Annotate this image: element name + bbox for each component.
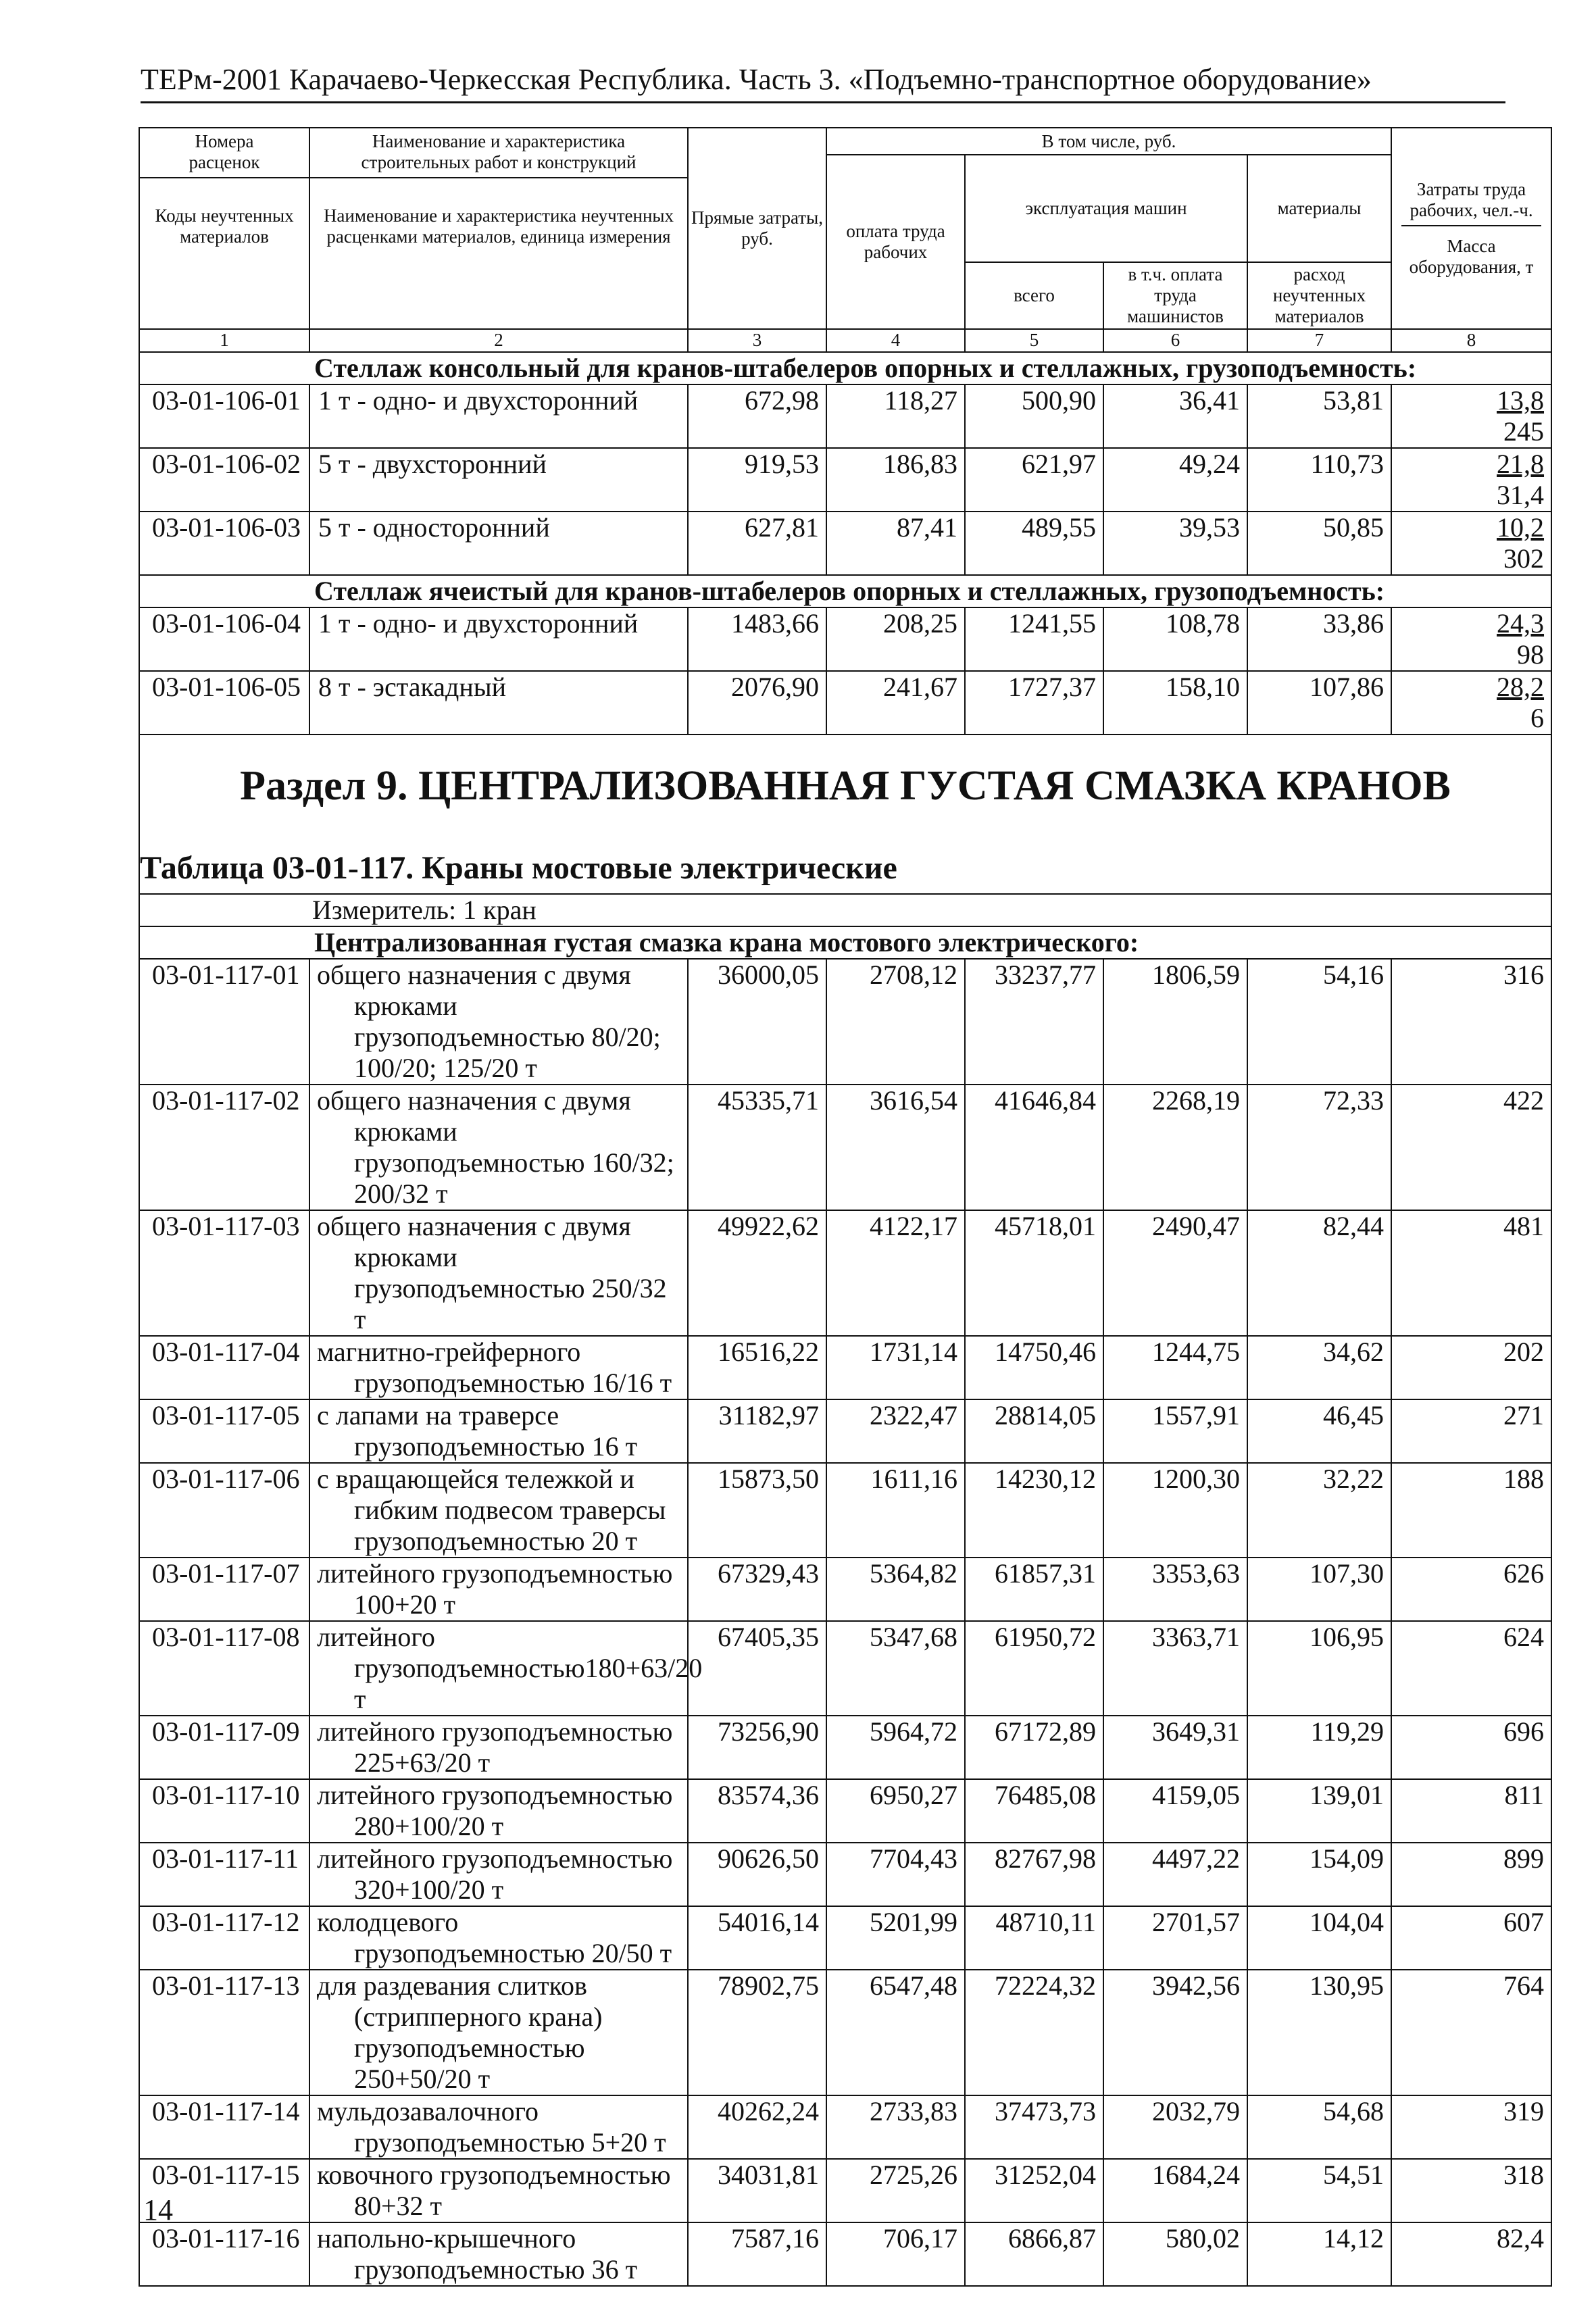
labor-costs: 10,2 bbox=[1497, 512, 1545, 543]
table-row bbox=[139, 1843, 1551, 1906]
machinists-wage: 49,24 bbox=[1103, 448, 1247, 512]
table-row bbox=[139, 1399, 1551, 1463]
equipment-mass: 98 bbox=[1517, 639, 1545, 670]
machines-total: 72224,32 bbox=[965, 1970, 1103, 2095]
equipment-mass: 31,4 bbox=[1497, 480, 1545, 510]
machines-total: 1727,37 bbox=[965, 671, 1103, 735]
wage: 1731,14 bbox=[826, 1336, 965, 1399]
table-row bbox=[139, 1970, 1551, 2095]
wage: 5347,68 bbox=[826, 1621, 965, 1716]
wage: 6547,48 bbox=[826, 1970, 965, 2095]
table-row bbox=[139, 1210, 1551, 1336]
work-name: 8 т - эстакадный bbox=[309, 671, 688, 735]
materials: 54,68 bbox=[1247, 2095, 1391, 2159]
machinists-wage: 3363,71 bbox=[1103, 1621, 1247, 1716]
direct-costs: 90626,50 bbox=[688, 1843, 826, 1906]
wage: 2733,83 bbox=[826, 2095, 965, 2159]
machines-total: 6866,87 bbox=[965, 2222, 1103, 2286]
machines-total: 14230,12 bbox=[965, 1463, 1103, 1558]
header-rate-numbers bbox=[139, 128, 309, 329]
materials: 110,73 bbox=[1247, 448, 1391, 512]
table-row bbox=[139, 607, 1551, 671]
work-name: с лапами на траверсе грузоподъемностью 16 т bbox=[309, 1399, 688, 1463]
work-name: для раздевания слитков (стрипперного крана) грузоподъемностью 250+50/20 т bbox=[309, 1970, 688, 2095]
work-name: мульдозавалочного грузоподъемностью 5+20 т bbox=[309, 2095, 688, 2159]
materials: 14,12 bbox=[1247, 2222, 1391, 2286]
labor-mass-cell bbox=[1391, 512, 1551, 575]
rate-code: 03-01-117-03 bbox=[139, 1210, 309, 1336]
header-col2-top: Наименование и характеристика строительных работ и конструкций bbox=[310, 131, 687, 178]
machines-total: 45718,01 bbox=[965, 1210, 1103, 1336]
col-number: 3 bbox=[688, 329, 826, 352]
work-name: с вращающейся тележкой и гибким подвесом траверсы грузоподъемностью 20 т bbox=[309, 1463, 688, 1558]
direct-costs: 1483,66 bbox=[688, 607, 826, 671]
materials: 107,86 bbox=[1247, 671, 1391, 735]
rate-code: 03-01-117-02 bbox=[139, 1085, 309, 1210]
materials: 107,30 bbox=[1247, 1558, 1391, 1621]
machinists-wage: 4497,22 bbox=[1103, 1843, 1247, 1906]
equipment-mass: 302 bbox=[1503, 543, 1545, 574]
labor-costs: 82,4 bbox=[1391, 2222, 1551, 2286]
header-labor-mass bbox=[1391, 128, 1551, 329]
header-direct-costs: Прямые затраты, руб. bbox=[688, 128, 826, 329]
wage: 2708,12 bbox=[826, 959, 965, 1085]
machinists-wage: 3649,31 bbox=[1103, 1716, 1247, 1779]
rate-code: 03-01-117-09 bbox=[139, 1716, 309, 1779]
rate-code: 03-01-117-14 bbox=[139, 2095, 309, 2159]
labor-costs: 319 bbox=[1391, 2095, 1551, 2159]
wage: 2322,47 bbox=[826, 1399, 965, 1463]
page-header: ТЕРм-2001 Карачаево-Черкесская Республика. Часть 3. «Подъемно-транспортное оборудование» bbox=[141, 61, 1505, 103]
labor-costs: 607 bbox=[1391, 1906, 1551, 1970]
direct-costs: 627,81 bbox=[688, 512, 826, 575]
direct-costs: 16516,22 bbox=[688, 1336, 826, 1399]
rate-code: 03-01-117-07 bbox=[139, 1558, 309, 1621]
labor-costs: 764 bbox=[1391, 1970, 1551, 2095]
rate-code: 03-01-117-12 bbox=[139, 1906, 309, 1970]
machinists-wage: 2268,19 bbox=[1103, 1085, 1247, 1210]
rate-code: 03-01-117-06 bbox=[139, 1463, 309, 1558]
machines-total: 37473,73 bbox=[965, 2095, 1103, 2159]
direct-costs: 78902,75 bbox=[688, 1970, 826, 2095]
materials: 54,51 bbox=[1247, 2159, 1391, 2222]
direct-costs: 67329,43 bbox=[688, 1558, 826, 1621]
materials: 33,86 bbox=[1247, 607, 1391, 671]
machines-total: 82767,98 bbox=[965, 1843, 1103, 1906]
work-name: 1 т - одно- и двухсторонний bbox=[309, 384, 688, 448]
col-number: 7 bbox=[1247, 329, 1391, 352]
col-number: 5 bbox=[965, 329, 1103, 352]
wage: 208,25 bbox=[826, 607, 965, 671]
labor-costs: 481 bbox=[1391, 1210, 1551, 1336]
wage: 5964,72 bbox=[826, 1716, 965, 1779]
machinists-wage: 1684,24 bbox=[1103, 2159, 1247, 2222]
work-name: литейного грузоподъемностью 280+100/20 т bbox=[309, 1779, 688, 1843]
work-name: литейного грузоподъемностью 320+100/20 т bbox=[309, 1843, 688, 1906]
wage: 7704,43 bbox=[826, 1843, 965, 1906]
section-title: Раздел 9. ЦЕНТРАЛИЗОВАННАЯ ГУСТАЯ СМАЗКА КРАНОВ bbox=[240, 763, 1451, 809]
machinists-wage: 1557,91 bbox=[1103, 1399, 1247, 1463]
labor-mass-cell bbox=[1391, 448, 1551, 512]
header-incl-machinist: в т.ч. оплата труда машинистов bbox=[1103, 262, 1247, 329]
direct-costs: 15873,50 bbox=[688, 1463, 826, 1558]
wage: 87,41 bbox=[826, 512, 965, 575]
work-name: магнитно-грейферного грузоподъемностью 16/16 т bbox=[309, 1336, 688, 1399]
labor-costs: 21,8 bbox=[1497, 449, 1545, 479]
equipment-mass: 6 bbox=[1530, 703, 1545, 733]
group-heading-row bbox=[139, 926, 1551, 959]
machines-total: 28814,05 bbox=[965, 1399, 1103, 1463]
col-number: 8 bbox=[1391, 329, 1551, 352]
rate-code: 03-01-117-10 bbox=[139, 1779, 309, 1843]
table-row bbox=[139, 1779, 1551, 1843]
machines-total: 489,55 bbox=[965, 512, 1103, 575]
work-name: 5 т - односторонний bbox=[309, 512, 688, 575]
rate-code: 03-01-106-02 bbox=[139, 448, 309, 512]
wage: 5201,99 bbox=[826, 1906, 965, 1970]
work-name: 1 т - одно- и двухсторонний bbox=[309, 607, 688, 671]
header-col1-bottom: Коды неучтенных материалов bbox=[155, 205, 294, 247]
rate-code: 03-01-106-05 bbox=[139, 671, 309, 735]
labor-costs: 202 bbox=[1391, 1336, 1551, 1399]
table-row bbox=[139, 1621, 1551, 1716]
table-row bbox=[139, 1463, 1551, 1558]
header-col2-bottom: Наименование и характеристика неучтенных расценками материалов, единица измерения bbox=[323, 205, 674, 247]
col-number: 1 bbox=[139, 329, 309, 352]
wage: 706,17 bbox=[826, 2222, 965, 2286]
rate-code: 03-01-106-04 bbox=[139, 607, 309, 671]
rate-code: 03-01-117-11 bbox=[139, 1843, 309, 1906]
table-row bbox=[139, 1906, 1551, 1970]
direct-costs: 67405,35 bbox=[688, 1621, 826, 1716]
page-number: 14 bbox=[143, 2193, 173, 2226]
work-name: колодцевого грузоподъемностью 20/50 т bbox=[309, 1906, 688, 1970]
rate-code: 03-01-117-15 bbox=[139, 2159, 309, 2222]
labor-costs: 24,3 bbox=[1497, 608, 1545, 639]
work-name: литейного грузоподъемностью 225+63/20 т bbox=[309, 1716, 688, 1779]
group-heading-row bbox=[139, 352, 1551, 384]
labor-costs: 271 bbox=[1391, 1399, 1551, 1463]
materials: 130,95 bbox=[1247, 1970, 1391, 2095]
table-row bbox=[139, 1085, 1551, 1210]
header-numbers-row bbox=[139, 329, 1551, 352]
materials: 53,81 bbox=[1247, 384, 1391, 448]
machines-total: 61857,31 bbox=[965, 1558, 1103, 1621]
rate-code: 03-01-117-13 bbox=[139, 1970, 309, 2095]
header-materials: материалы bbox=[1247, 155, 1391, 262]
direct-costs: 45335,71 bbox=[688, 1085, 826, 1210]
wage: 6950,27 bbox=[826, 1779, 965, 1843]
section-heading-cell bbox=[139, 735, 1551, 894]
labor-mass-cell bbox=[1391, 607, 1551, 671]
labor-costs: 316 bbox=[1391, 959, 1551, 1085]
rate-code: 03-01-117-08 bbox=[139, 1621, 309, 1716]
group-title: Стеллаж ячеистый для кранов-штабелеров опорных и стеллажных, грузоподъемность: bbox=[139, 575, 1551, 607]
rate-code: 03-01-106-03 bbox=[139, 512, 309, 575]
labor-mass-cell bbox=[1391, 384, 1551, 448]
materials: 139,01 bbox=[1247, 1779, 1391, 1843]
table-row bbox=[139, 384, 1551, 448]
section-heading-row bbox=[139, 735, 1551, 894]
col-number: 4 bbox=[826, 329, 965, 352]
machines-total: 31252,04 bbox=[965, 2159, 1103, 2222]
machines-total: 500,90 bbox=[965, 384, 1103, 448]
materials: 104,04 bbox=[1247, 1906, 1391, 1970]
machinists-wage: 4159,05 bbox=[1103, 1779, 1247, 1843]
labor-costs: 28,2 bbox=[1497, 672, 1545, 702]
machines-total: 76485,08 bbox=[965, 1779, 1103, 1843]
machinists-wage: 108,78 bbox=[1103, 607, 1247, 671]
wage: 5364,82 bbox=[826, 1558, 965, 1621]
machinists-wage: 3353,63 bbox=[1103, 1558, 1247, 1621]
direct-costs: 54016,14 bbox=[688, 1906, 826, 1970]
machines-total: 14750,46 bbox=[965, 1336, 1103, 1399]
header-exploitation: эксплуатация машин bbox=[965, 155, 1247, 262]
labor-costs: 422 bbox=[1391, 1085, 1551, 1210]
measure-row bbox=[139, 894, 1551, 926]
machines-total: 621,97 bbox=[965, 448, 1103, 512]
machinists-wage: 158,10 bbox=[1103, 671, 1247, 735]
table-row bbox=[139, 512, 1551, 575]
direct-costs: 34031,81 bbox=[688, 2159, 826, 2222]
direct-costs: 73256,90 bbox=[688, 1716, 826, 1779]
table-header-row-1 bbox=[139, 128, 1551, 155]
materials: 82,44 bbox=[1247, 1210, 1391, 1336]
direct-costs: 672,98 bbox=[688, 384, 826, 448]
group-title: Стеллаж консольный для кранов-штабелеров опорных и стеллажных, грузоподъемность: bbox=[139, 352, 1551, 384]
materials: 72,33 bbox=[1247, 1085, 1391, 1210]
machinists-wage: 2490,47 bbox=[1103, 1210, 1247, 1336]
labor-costs: 188 bbox=[1391, 1463, 1551, 1558]
header-in-that-number: В том числе, руб. bbox=[826, 128, 1391, 155]
direct-costs: 36000,05 bbox=[688, 959, 826, 1085]
work-name: общего назначения с двумя крюками грузоподъемностью 80/20; 100/20; 125/20 т bbox=[309, 959, 688, 1085]
labor-costs: 13,8 bbox=[1497, 385, 1545, 416]
materials: 50,85 bbox=[1247, 512, 1391, 575]
materials: 32,22 bbox=[1247, 1463, 1391, 1558]
header-equipment-mass: Масса оборудования, т bbox=[1409, 236, 1534, 277]
materials: 154,09 bbox=[1247, 1843, 1391, 1906]
machinists-wage: 580,02 bbox=[1103, 2222, 1247, 2286]
machines-total: 33237,77 bbox=[965, 959, 1103, 1085]
direct-costs: 31182,97 bbox=[688, 1399, 826, 1463]
work-name: общего назначения с двумя крюками грузоподъемностью 250/32 т bbox=[309, 1210, 688, 1336]
group-heading-row bbox=[139, 575, 1551, 607]
machinists-wage: 2032,79 bbox=[1103, 2095, 1247, 2159]
measure-unit: Измеритель: 1 кран bbox=[139, 894, 1551, 926]
machinists-wage: 3942,56 bbox=[1103, 1970, 1247, 2095]
work-name: литейного грузоподъемностью 100+20 т bbox=[309, 1558, 688, 1621]
header-names bbox=[309, 128, 688, 329]
table-row bbox=[139, 1336, 1551, 1399]
wage: 4122,17 bbox=[826, 1210, 965, 1336]
machinists-wage: 1806,59 bbox=[1103, 959, 1247, 1085]
materials: 34,62 bbox=[1247, 1336, 1391, 1399]
wage: 118,27 bbox=[826, 384, 965, 448]
table-row bbox=[139, 2095, 1551, 2159]
wage: 2725,26 bbox=[826, 2159, 965, 2222]
table-row bbox=[139, 2159, 1551, 2222]
labor-costs: 811 bbox=[1391, 1779, 1551, 1843]
work-name: 5 т - двухсторонний bbox=[309, 448, 688, 512]
machinists-wage: 1200,30 bbox=[1103, 1463, 1247, 1558]
materials: 54,16 bbox=[1247, 959, 1391, 1085]
machinists-wage: 36,41 bbox=[1103, 384, 1247, 448]
materials: 46,45 bbox=[1247, 1399, 1391, 1463]
machines-total: 1241,55 bbox=[965, 607, 1103, 671]
table-row bbox=[139, 448, 1551, 512]
direct-costs: 49922,62 bbox=[688, 1210, 826, 1336]
materials: 119,29 bbox=[1247, 1716, 1391, 1779]
group-title: Централизованная густая смазка крана мостового электрического: bbox=[139, 926, 1551, 959]
wage: 186,83 bbox=[826, 448, 965, 512]
direct-costs: 2076,90 bbox=[688, 671, 826, 735]
wage: 3616,54 bbox=[826, 1085, 965, 1210]
direct-costs: 919,53 bbox=[688, 448, 826, 512]
col-number: 6 bbox=[1103, 329, 1247, 352]
direct-costs: 83574,36 bbox=[688, 1779, 826, 1843]
table-row bbox=[139, 671, 1551, 735]
machines-total: 67172,89 bbox=[965, 1716, 1103, 1779]
work-name: литейного грузоподъемностью180+63/20 т bbox=[309, 1621, 688, 1716]
col-number: 2 bbox=[309, 329, 688, 352]
rate-code: 03-01-106-01 bbox=[139, 384, 309, 448]
header-wage: оплата труда рабочих bbox=[826, 155, 965, 329]
table-row bbox=[139, 2222, 1551, 2286]
labor-costs: 899 bbox=[1391, 1843, 1551, 1906]
work-name: ковочного грузоподъемностью 80+32 т bbox=[309, 2159, 688, 2222]
labor-costs: 624 bbox=[1391, 1621, 1551, 1716]
machinists-wage: 1244,75 bbox=[1103, 1336, 1247, 1399]
rate-code: 03-01-117-04 bbox=[139, 1336, 309, 1399]
machines-total: 41646,84 bbox=[965, 1085, 1103, 1210]
labor-costs: 696 bbox=[1391, 1716, 1551, 1779]
table-row bbox=[139, 1716, 1551, 1779]
work-name: общего назначения с двумя крюками грузоподъемностью 160/32; 200/32 т bbox=[309, 1085, 688, 1210]
labor-mass-cell bbox=[1391, 671, 1551, 735]
header-labor-costs: Затраты труда рабочих, чел.-ч. bbox=[1401, 179, 1541, 226]
machines-total: 61950,72 bbox=[965, 1621, 1103, 1716]
machines-total: 48710,11 bbox=[965, 1906, 1103, 1970]
rate-code: 03-01-117-01 bbox=[139, 959, 309, 1085]
table-row bbox=[139, 1558, 1551, 1621]
header-unaccounted-use: расход неучтенных материалов bbox=[1247, 262, 1391, 329]
wage: 1611,16 bbox=[826, 1463, 965, 1558]
machinists-wage: 39,53 bbox=[1103, 512, 1247, 575]
machinists-wage: 2701,57 bbox=[1103, 1906, 1247, 1970]
rates-table bbox=[139, 127, 1552, 2287]
wage: 241,67 bbox=[826, 671, 965, 735]
labor-costs: 626 bbox=[1391, 1558, 1551, 1621]
table-title: Таблица 03-01-117. Краны мостовые электрические bbox=[140, 850, 897, 886]
direct-costs: 40262,24 bbox=[688, 2095, 826, 2159]
table-row bbox=[139, 959, 1551, 1085]
materials: 106,95 bbox=[1247, 1621, 1391, 1716]
direct-costs: 7587,16 bbox=[688, 2222, 826, 2286]
header-col1-top: Номера расценок bbox=[140, 131, 309, 178]
rate-code: 03-01-117-05 bbox=[139, 1399, 309, 1463]
rate-code: 03-01-117-16 bbox=[139, 2222, 309, 2286]
equipment-mass: 245 bbox=[1503, 416, 1545, 447]
work-name: напольно-крышечного грузоподъемностью 36 т bbox=[309, 2222, 688, 2286]
header-total: всего bbox=[965, 262, 1103, 329]
labor-costs: 318 bbox=[1391, 2159, 1551, 2222]
